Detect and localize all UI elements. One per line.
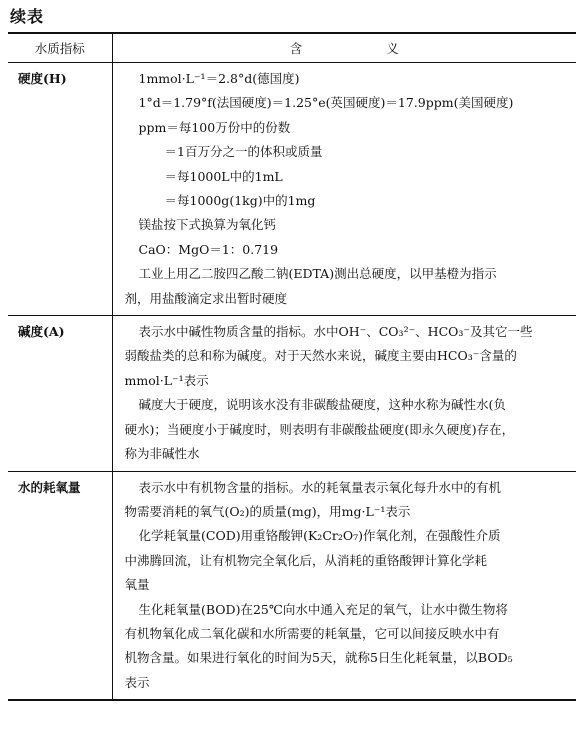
meaning-cell: [112, 63, 576, 316]
meaning-cell: [112, 471, 576, 700]
text-line: 物需要消耗的氧气(O₂)的质量(mg)，用mg·L⁻¹表示: [124, 503, 411, 519]
table-caption: 续表: [10, 7, 45, 26]
text-line: ＝1百万分之一的体积或质量: [164, 144, 323, 160]
text-line: CaO：MgO＝1：0.719: [138, 241, 279, 257]
text-line: ppm＝每100万份中的份数: [138, 119, 291, 135]
header-indicator: 水质指标: [8, 33, 112, 63]
water-quality-table: [8, 32, 576, 701]
text-line: 生化耗氧量(BOD)在25℃向水中通入充足的氧气，让水中微生物将: [138, 601, 508, 617]
text-line: 称为非碱性水: [124, 446, 200, 462]
text-line: 弱酸盐类的总和称为碱度。对于天然水来说，碱度主要由HCO₃⁻含量的: [124, 348, 517, 364]
text-line: 化学耗氧量(COD)用重铬酸钾(K₂Cr₂O₇)作氧化剂，在强酸性介质: [138, 528, 501, 544]
text-line: mmol·L⁻¹表示: [124, 372, 209, 388]
text-line: 镁盐按下式换算为氧化钙: [138, 217, 277, 233]
indicator-cell: 硬度(H): [8, 63, 112, 316]
text-line: 表示水中有机物含量的指标。水的耗氧量表示氧化每升水中的有机: [138, 479, 502, 495]
text-line: 表示水中碱性物质含量的指标。水中OH⁻、CO₃²⁻、HCO₃⁻及其它一些: [138, 324, 533, 340]
table-row-alkalinity: [8, 316, 576, 471]
text-line: 有机物氧化成二氧化碳和水所需要的耗氧量，它可以间接反映水中有: [124, 625, 500, 641]
text-line: 表示: [124, 674, 150, 690]
indicator-cell: 水的耗氧量: [8, 471, 112, 700]
text-line: 剂，用盐酸滴定求出暂时硬度: [124, 290, 288, 306]
text-line: 1mmol·L⁻¹＝2.8°d(德国度): [138, 71, 300, 86]
indicator-cell: 碱度(A): [8, 316, 112, 471]
text-line: 氧量: [124, 577, 150, 593]
text-line: 1°d＝1.79°f(法国硬度)＝1.25°e(英国硬度)＝17.9ppm(美国硬度): [138, 95, 514, 111]
meaning-cell: [112, 316, 576, 471]
text-line: 碱度大于硬度，说明该水没有非碳酸盐硬度，这种水称为碱性水(负: [138, 397, 506, 413]
table-header-row: [8, 33, 576, 63]
text-line: ＝每1000g(1kg)中的1mg: [164, 193, 316, 209]
text-line: 机物含量。如果进行氧化的时间为5天，就称5日生化耗氧量，以BOD₅: [124, 650, 513, 666]
header-meaning: 含 义: [112, 33, 576, 63]
text-line: 工业上用乙二胺四乙酸二钠(EDTA)测出总硬度，以甲基橙为指示: [138, 266, 497, 282]
text-line: 硬水)；当硬度小于碱度时，则表明有非碳酸盐硬度(即永久硬度)存在，: [124, 421, 515, 437]
table-row-oxygen-demand: [8, 471, 576, 700]
table-row-hardness: [8, 63, 576, 316]
text-line: 中沸腾回流，让有机物完全氧化后，从消耗的重铬酸钾计算化学耗: [124, 552, 488, 568]
text-line: ＝每1000L中的1mL: [164, 168, 283, 184]
